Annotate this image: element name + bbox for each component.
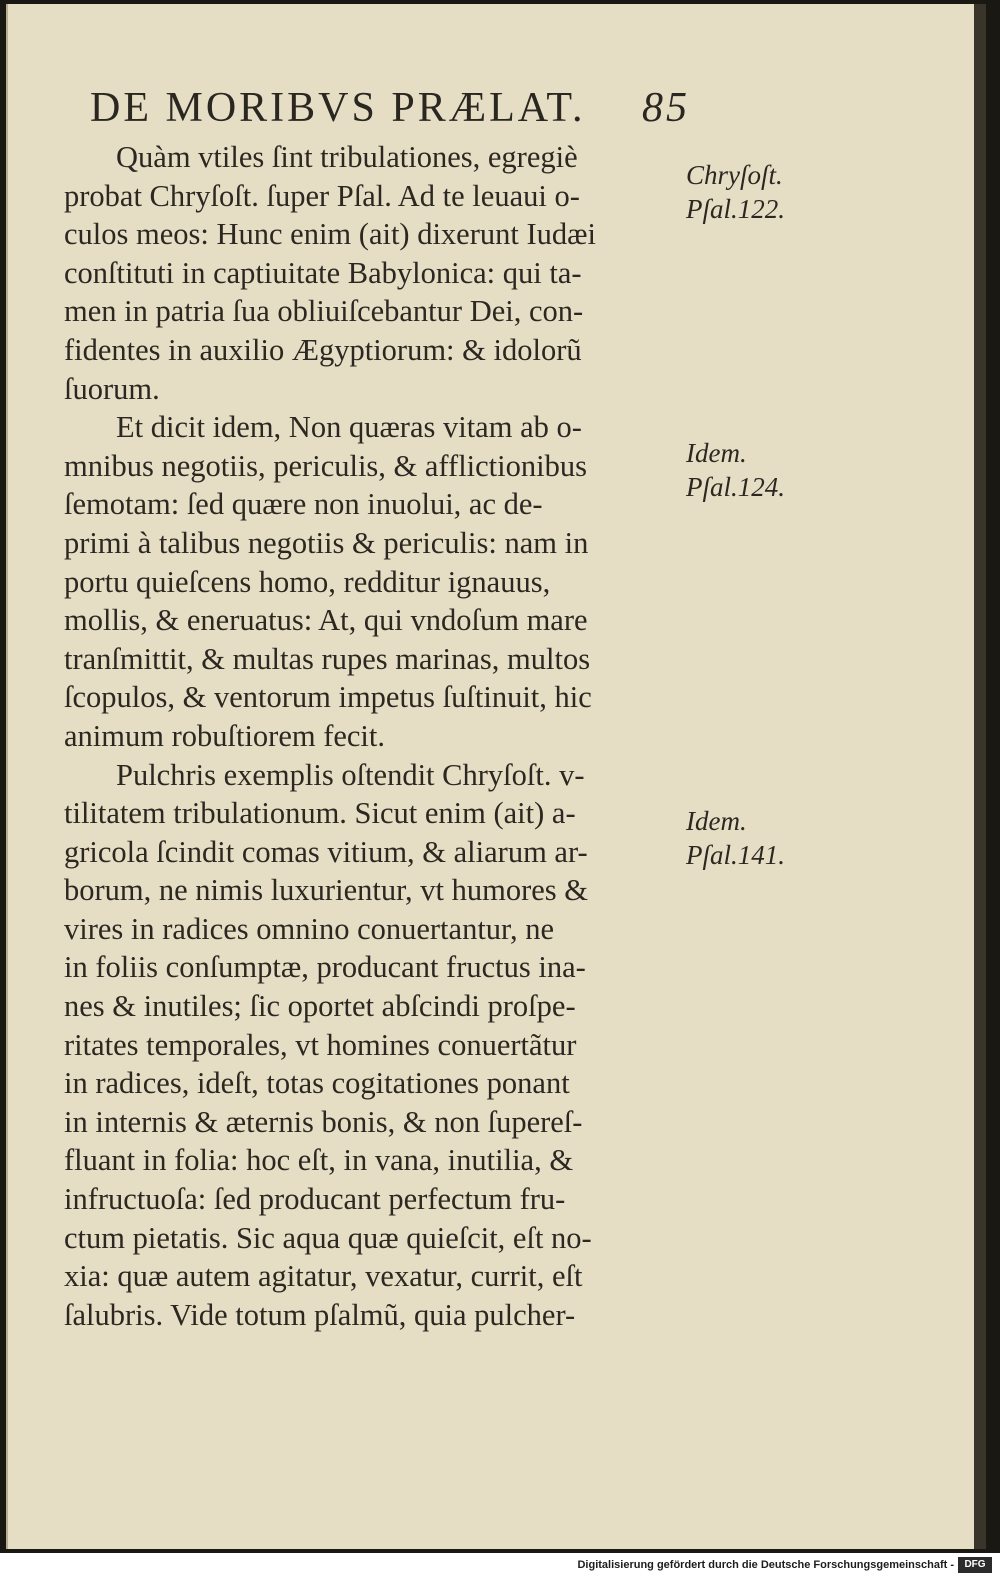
text-line: ctum pietatis. Sic aqua quæ quieſcit, eſt no- [64, 1220, 592, 1255]
paragraph-1 [64, 138, 676, 408]
page-edge-strip [974, 4, 986, 1549]
text-line: fidentes in auxilio Ægyptiorum: & idolorũ [64, 332, 582, 367]
text-line: fluant in folia: hoc eſt, in vana, inutilia, & [64, 1143, 574, 1178]
text-line: ſcopulos, & ventorum impetus ſuſtinuit, hic [64, 680, 592, 715]
paragraph-3 [64, 756, 676, 1335]
margin-note-1 [686, 158, 785, 226]
running-title: DE MORIBVS PRÆLAT. [90, 85, 586, 131]
text-line: primi à talibus negotiis & periculis: nam in [64, 525, 589, 560]
margin-note-2 [686, 436, 785, 504]
text-line: Et dicit idem, Non quæras vitam ab o- [116, 410, 582, 445]
footer-bar [0, 1553, 1000, 1580]
text-line: ſemotam: ſed quære non inuolui, ac de- [64, 487, 543, 522]
text-line: tilitatem tribulationum. Sicut enim (ait) a- [64, 796, 576, 831]
text-line: mnibus negotiis, periculis, & afflictionibus [64, 448, 587, 483]
margin-note-line: Pſal.122. [686, 194, 785, 224]
text-line: borum, ne nimis luxurientur, vt humores & [64, 873, 588, 908]
text-line: in internis & æternis bonis, & non ſupereſ- [64, 1104, 583, 1139]
text-line: probat Chryſoſt. ſuper Pſal. Ad te leuaui o- [64, 178, 580, 213]
text-line: infructuoſa: ſed producant perfectum fru- [64, 1182, 566, 1217]
page-number: 85 [642, 85, 690, 131]
dfg-logo: DFG [958, 1557, 992, 1573]
text-line: Pulchris exemplis oſtendit Chryſoſt. v- [116, 757, 585, 792]
text-line: culos meos: Hunc enim (ait) dixerunt Iudæi [64, 217, 596, 252]
text-line: portu quieſcens homo, redditur ignauus, [64, 564, 551, 599]
margin-note-line: Idem. [686, 806, 747, 836]
text-line: Quàm vtiles ſint tribulationes, egregiè [116, 140, 578, 174]
paragraph-2 [64, 408, 676, 755]
text-line: conſtituti in captiuitate Babylonica: qui ta- [64, 255, 582, 290]
body-text [64, 138, 676, 1334]
text-line: vires in radices omnino conuertantur, ne [64, 911, 555, 946]
margin-note-3 [686, 804, 785, 872]
funding-notice: Digitalisierung gefördert durch die Deutsche Forschungsgemeinschaft - [577, 1559, 954, 1571]
text-line: tranſmittit, & multas rupes marinas, multos [64, 641, 591, 676]
text-line: gricola ſcindit comas vitium, & aliarum ar- [64, 834, 588, 869]
text-line: ſalubris. Vide totum pſalmũ, quia pulcher- [64, 1297, 576, 1332]
text-line: in foliis conſumptæ, producant fructus ina- [64, 950, 586, 985]
text-line: men in patria ſua obliuiſcebantur Dei, con- [64, 294, 584, 329]
text-line: xia: quæ autem agitatur, vexatur, currit, eſt [64, 1259, 583, 1294]
margin-note-line: Pſal.141. [686, 840, 785, 870]
text-line: animum robuſtiorem fecit. [64, 718, 386, 753]
margin-note-line: Chryſoſt. [686, 160, 783, 190]
margin-note-line: Idem. [686, 438, 747, 468]
text-line: nes & inutiles; ſic oportet abſcindi proſpe- [64, 989, 576, 1024]
text-line: ritates temporales, vt homines conuertãtur [64, 1027, 577, 1062]
text-line: in radices, ideſt, totas cogitationes ponant [64, 1066, 570, 1101]
text-line: mollis, & eneruatus: At, qui vndoſum mare [64, 603, 588, 638]
margin-note-line: Pſal.124. [686, 472, 785, 502]
text-line: ſuorum. [64, 371, 160, 406]
running-header [90, 84, 690, 134]
